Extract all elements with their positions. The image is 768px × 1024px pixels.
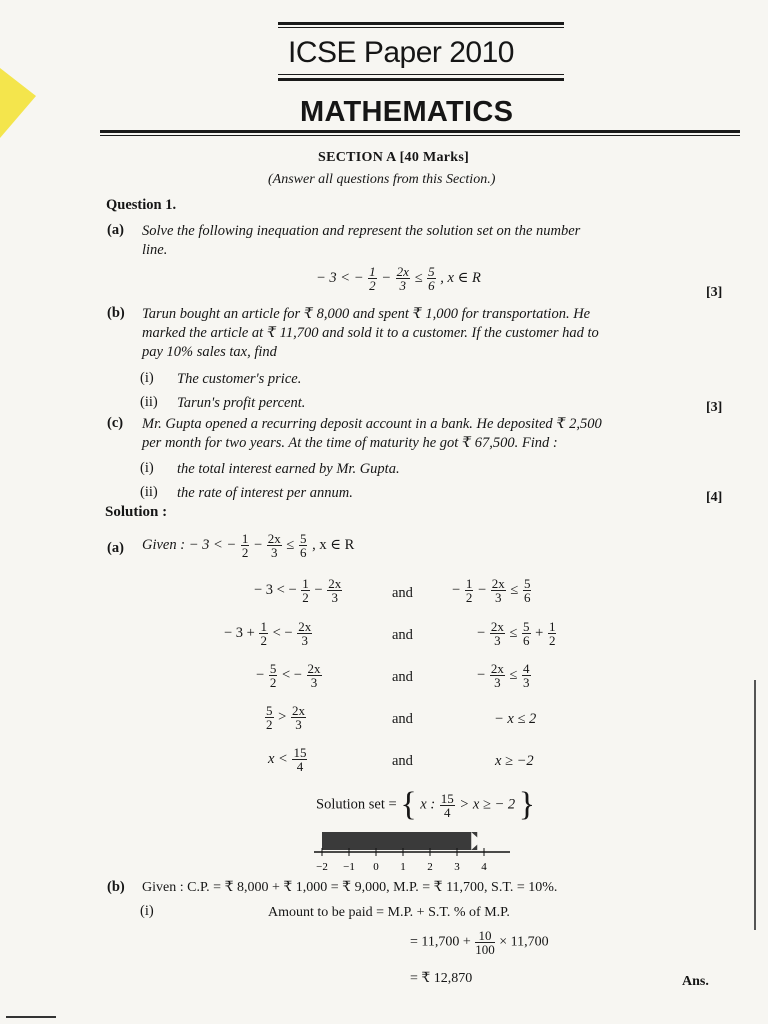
question-a-expression: − 3 < − $\frac{1}{2}$ − $\frac{2x}{3}$ ≤ $\frac{5}{6}$ , x ∈ R <box>316 264 481 293</box>
amount-line-2: = 11,700 + $\frac{10}{100}$ × 11,700 <box>410 928 549 957</box>
amount-result: = ₹ 12,870 <box>410 971 473 986</box>
step-1-right: − $\frac{1}{2}$ − $\frac{2x}{3}$ ≤ $\frac{5}{6}$ <box>452 576 531 605</box>
solution-set: Solution set = { x : $\frac{15}{4}$ > x ≥ − 2 } <box>316 786 536 823</box>
solution-b-given: Given : C.P. = ₹ 8,000 + ₹ 1,000 = ₹ 9,000, M.P. = ₹ 11,700, S.T. = 10%. <box>142 880 558 895</box>
step-5-right: x ≥ −2 <box>495 753 534 769</box>
step-4-left: $\frac{5}{2}$ > $\frac{2x}{3}$ <box>266 703 305 732</box>
header-rule-mid-thin <box>278 74 564 75</box>
question-b-label: (b) <box>107 305 125 321</box>
number-line-tick-label: 2 <box>427 861 433 873</box>
question-c-ii-label: (ii) <box>140 484 158 500</box>
paper-title: ICSE Paper 2010 <box>288 36 514 69</box>
question-c-ii-text: the rate of interest per annum. <box>177 485 353 501</box>
question-c-marks: [4] <box>706 490 723 505</box>
number-line-tick-label: −1 <box>343 861 355 873</box>
question-c-label: (c) <box>107 415 124 431</box>
step-2-right: − $\frac{2x}{3}$ ≤ $\frac{5}{6}$ + $\frac{1}{2}$ <box>477 619 556 648</box>
question-heading: Question 1. <box>106 197 177 213</box>
step-2-left: − 3 + $\frac{1}{2}$ < − $\frac{2x}{3}$ <box>224 619 312 648</box>
number-line-tick-label: 1 <box>400 861 406 873</box>
number-line-tick-label: 0 <box>373 861 379 873</box>
question-c-i-label: (i) <box>140 460 154 476</box>
question-b-text: Tarun bought an article for ₹ 8,000 and spent ₹ 1,000 for transportation. He marked the article at ₹ 11,700 and sold it to a customer. If the customer had to pay 10% sales tax, find <box>142 306 599 360</box>
question-b-i-label: (i) <box>140 370 154 386</box>
step-3-left: − $\frac{5}{2}$ < − $\frac{2x}{3}$ <box>256 661 321 690</box>
scan-mark <box>6 1016 56 1018</box>
step-5-and: and <box>392 753 413 769</box>
header-rule-mid <box>278 78 564 81</box>
question-b-ii-text: Tarun's profit percent. <box>177 395 306 411</box>
solution-a-label: (a) <box>107 540 124 556</box>
header-rule-top-thin <box>278 27 564 28</box>
solution-a-given: Given : − 3 < − $\frac{1}{2}$ − $\frac{2x}{3}$ ≤ $\frac{5}{6}$ , x ∈ R <box>142 531 355 560</box>
number-line-tick-label: 4 <box>481 861 487 873</box>
question-c-text: Mr. Gupta opened a recurring deposit account in a bank. He deposited ₹ 2,500 per month for two years. At the time of maturity he got ₹ 67,500. Find : <box>142 416 602 451</box>
question-b-marks: [3] <box>706 400 723 415</box>
header-rule-bottom <box>100 130 740 133</box>
solution-heading: Solution : <box>105 504 168 520</box>
step-1-and: and <box>392 585 413 601</box>
step-1-left: − 3 < − $\frac{1}{2}$ − $\frac{2x}{3}$ <box>254 576 342 605</box>
step-4-right: − x ≤ 2 <box>494 711 537 727</box>
header-rule-top <box>278 22 564 25</box>
number-line-tick-label: 3 <box>454 861 460 873</box>
step-2-and: and <box>392 627 413 643</box>
answer-label: Ans. <box>682 974 709 989</box>
question-a-marks: [3] <box>706 285 723 300</box>
step-3-right: − $\frac{2x}{3}$ ≤ $\frac{4}{3}$ <box>477 661 530 690</box>
scan-edge <box>754 680 756 930</box>
number-line-solution-band <box>322 832 477 850</box>
subject-title: MATHEMATICS <box>300 96 514 128</box>
question-a-text: Solve the following inequation and represent the solution set on the number line. <box>142 223 581 258</box>
number-line-tick-label: −2 <box>316 861 328 873</box>
solution-b-label: (b) <box>107 879 125 895</box>
step-5-left: x < $\frac{15}{4}$ <box>268 745 307 774</box>
step-4-and: and <box>392 711 413 727</box>
section-heading: SECTION A [40 Marks] <box>318 150 470 165</box>
question-c-i-text: the total interest earned by Mr. Gupta. <box>177 461 400 477</box>
header-rule-bottom-thin <box>100 135 740 136</box>
question-b-ii-label: (ii) <box>140 394 158 410</box>
solution-b-i-label: (i) <box>140 903 154 919</box>
number-line <box>310 828 520 876</box>
section-instruction: (Answer all questions from this Section.) <box>268 172 496 187</box>
amount-label: Amount to be paid = M.P. + S.T. % of M.P. <box>268 905 510 920</box>
question-a-label: (a) <box>107 222 124 238</box>
step-3-and: and <box>392 669 413 685</box>
question-b-i-text: The customer's price. <box>177 371 302 387</box>
highlighter-mark <box>0 68 36 138</box>
